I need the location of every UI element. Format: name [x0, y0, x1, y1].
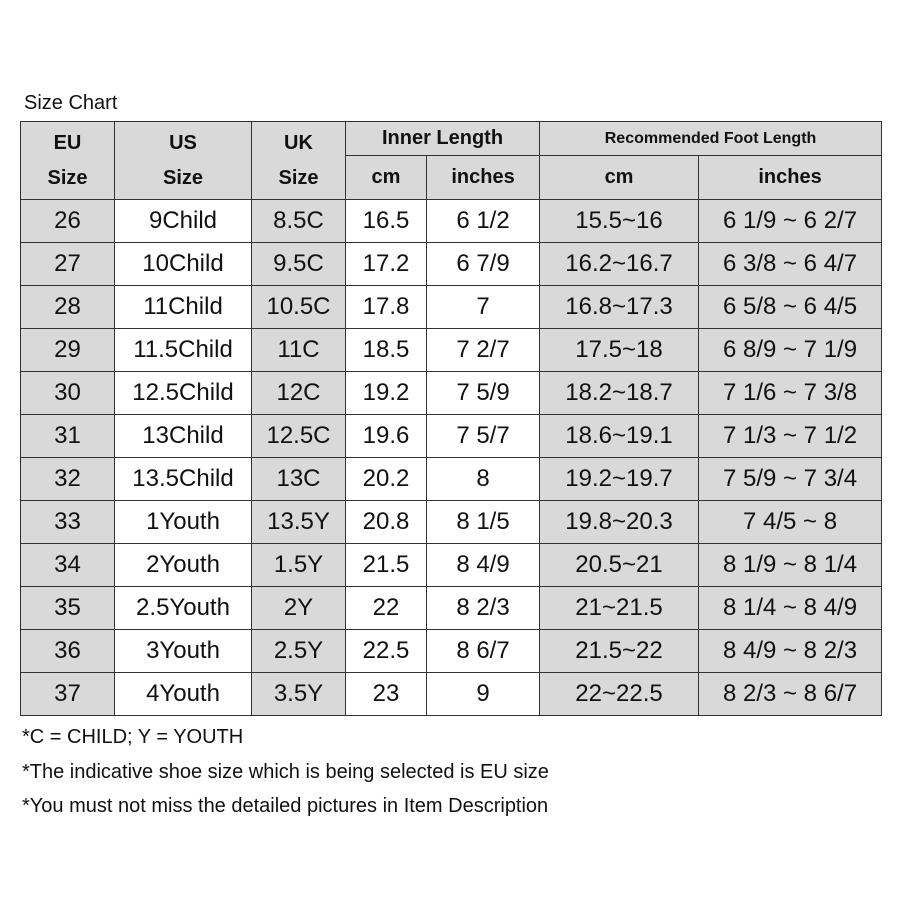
cell-us: 2Youth	[115, 544, 252, 587]
cell-recommended-cm: 16.8~17.3	[540, 286, 699, 329]
cell-recommended-cm: 20.5~21	[540, 544, 699, 587]
cell-uk: 12.5C	[252, 415, 346, 458]
cell-inner-cm: 17.2	[346, 243, 427, 286]
size-chart-table	[20, 121, 882, 716]
table-row	[21, 286, 882, 329]
note-child-youth: *C = CHILD; Y = YOUTH	[22, 726, 244, 748]
table-row	[21, 630, 882, 673]
notes	[22, 720, 549, 824]
cell-us: 1Youth	[115, 501, 252, 544]
cell-inner-cm: 19.2	[346, 372, 427, 415]
header-recommended-cm: cm	[540, 156, 699, 200]
cell-inner-cm: 22	[346, 587, 427, 630]
cell-inner-cm: 18.5	[346, 329, 427, 372]
header-recommended-inches: inches	[699, 156, 882, 200]
cell-uk: 13C	[252, 458, 346, 501]
cell-inner-inches: 7	[427, 286, 540, 329]
cell-eu: 31	[21, 415, 115, 458]
cell-recommended-inches: 8 1/4 ~ 8 4/9	[699, 587, 882, 630]
cell-us: 12.5Child	[115, 372, 252, 415]
cell-us: 10Child	[115, 243, 252, 286]
cell-eu: 28	[21, 286, 115, 329]
cell-uk: 13.5Y	[252, 501, 346, 544]
cell-inner-cm: 19.6	[346, 415, 427, 458]
table-row	[21, 458, 882, 501]
cell-inner-cm: 16.5	[346, 200, 427, 243]
table-row	[21, 372, 882, 415]
table-row	[21, 243, 882, 286]
header-row-top	[21, 122, 882, 156]
cell-uk: 2.5Y	[252, 630, 346, 673]
table-row	[21, 329, 882, 372]
cell-us: 11Child	[115, 286, 252, 329]
cell-uk: 2Y	[252, 587, 346, 630]
cell-eu: 27	[21, 243, 115, 286]
chart-title: Size Chart	[24, 92, 118, 114]
cell-inner-inches: 9	[427, 673, 540, 716]
cell-eu: 36	[21, 630, 115, 673]
cell-recommended-inches: 6 1/9 ~ 6 2/7	[699, 200, 882, 243]
table-row	[21, 544, 882, 587]
cell-inner-cm: 23	[346, 673, 427, 716]
cell-recommended-cm: 15.5~16	[540, 200, 699, 243]
cell-recommended-inches: 8 2/3 ~ 8 6/7	[699, 673, 882, 716]
note-item-description: *You must not miss the detailed pictures in Item Description	[22, 795, 549, 817]
cell-inner-cm: 20.8	[346, 501, 427, 544]
table-row	[21, 673, 882, 716]
cell-inner-inches: 6 1/2	[427, 200, 540, 243]
cell-inner-cm: 20.2	[346, 458, 427, 501]
cell-recommended-cm: 19.2~19.7	[540, 458, 699, 501]
header-us-size: US Size	[115, 122, 252, 200]
cell-inner-inches: 7 5/9	[427, 372, 540, 415]
cell-recommended-inches: 8 1/9 ~ 8 1/4	[699, 544, 882, 587]
cell-us: 13Child	[115, 415, 252, 458]
cell-eu: 30	[21, 372, 115, 415]
header-eu-size: EU Size	[21, 122, 115, 200]
cell-us: 2.5Youth	[115, 587, 252, 630]
cell-inner-inches: 6 7/9	[427, 243, 540, 286]
cell-recommended-inches: 8 4/9 ~ 8 2/3	[699, 630, 882, 673]
cell-us: 9Child	[115, 200, 252, 243]
cell-us: 13.5Child	[115, 458, 252, 501]
cell-uk: 1.5Y	[252, 544, 346, 587]
cell-inner-inches: 7 2/7	[427, 329, 540, 372]
cell-inner-inches: 8 4/9	[427, 544, 540, 587]
cell-uk: 9.5C	[252, 243, 346, 286]
cell-recommended-inches: 7 1/3 ~ 7 1/2	[699, 415, 882, 458]
cell-inner-inches: 8 2/3	[427, 587, 540, 630]
header-inner-length: Inner Length	[346, 122, 540, 156]
cell-recommended-cm: 19.8~20.3	[540, 501, 699, 544]
cell-recommended-cm: 22~22.5	[540, 673, 699, 716]
cell-inner-inches: 8 1/5	[427, 501, 540, 544]
cell-eu: 37	[21, 673, 115, 716]
cell-us: 3Youth	[115, 630, 252, 673]
cell-recommended-cm: 18.6~19.1	[540, 415, 699, 458]
cell-inner-inches: 8 6/7	[427, 630, 540, 673]
cell-recommended-cm: 21.5~22	[540, 630, 699, 673]
cell-inner-cm: 21.5	[346, 544, 427, 587]
table-row	[21, 587, 882, 630]
cell-recommended-inches: 7 1/6 ~ 7 3/8	[699, 372, 882, 415]
cell-uk: 10.5C	[252, 286, 346, 329]
cell-recommended-inches: 6 8/9 ~ 7 1/9	[699, 329, 882, 372]
cell-eu: 34	[21, 544, 115, 587]
cell-recommended-inches: 7 4/5 ~ 8	[699, 501, 882, 544]
table-row	[21, 501, 882, 544]
cell-recommended-cm: 21~21.5	[540, 587, 699, 630]
cell-inner-inches: 7 5/7	[427, 415, 540, 458]
cell-us: 4Youth	[115, 673, 252, 716]
note-eu-size: *The indicative shoe size which is being selected is EU size	[22, 760, 549, 783]
cell-inner-cm: 17.8	[346, 286, 427, 329]
cell-uk: 8.5C	[252, 200, 346, 243]
cell-uk: 3.5Y	[252, 673, 346, 716]
cell-recommended-cm: 18.2~18.7	[540, 372, 699, 415]
header-inner-cm: cm	[346, 156, 427, 200]
cell-us: 11.5Child	[115, 329, 252, 372]
cell-recommended-inches: 7 5/9 ~ 7 3/4	[699, 458, 882, 501]
header-inner-inches: inches	[427, 156, 540, 200]
table-body	[21, 200, 882, 716]
cell-uk: 12C	[252, 372, 346, 415]
cell-recommended-cm: 17.5~18	[540, 329, 699, 372]
cell-recommended-cm: 16.2~16.7	[540, 243, 699, 286]
cell-eu: 35	[21, 587, 115, 630]
cell-eu: 26	[21, 200, 115, 243]
table-row	[21, 200, 882, 243]
cell-inner-cm: 22.5	[346, 630, 427, 673]
cell-uk: 11C	[252, 329, 346, 372]
table-row	[21, 415, 882, 458]
cell-inner-inches: 8	[427, 458, 540, 501]
cell-recommended-inches: 6 5/8 ~ 6 4/5	[699, 286, 882, 329]
cell-eu: 32	[21, 458, 115, 501]
cell-eu: 29	[21, 329, 115, 372]
header-recommended-foot-length: Recommended Foot Length	[540, 122, 882, 156]
cell-eu: 33	[21, 501, 115, 544]
header-uk-size: UK Size	[252, 122, 346, 200]
cell-recommended-inches: 6 3/8 ~ 6 4/7	[699, 243, 882, 286]
